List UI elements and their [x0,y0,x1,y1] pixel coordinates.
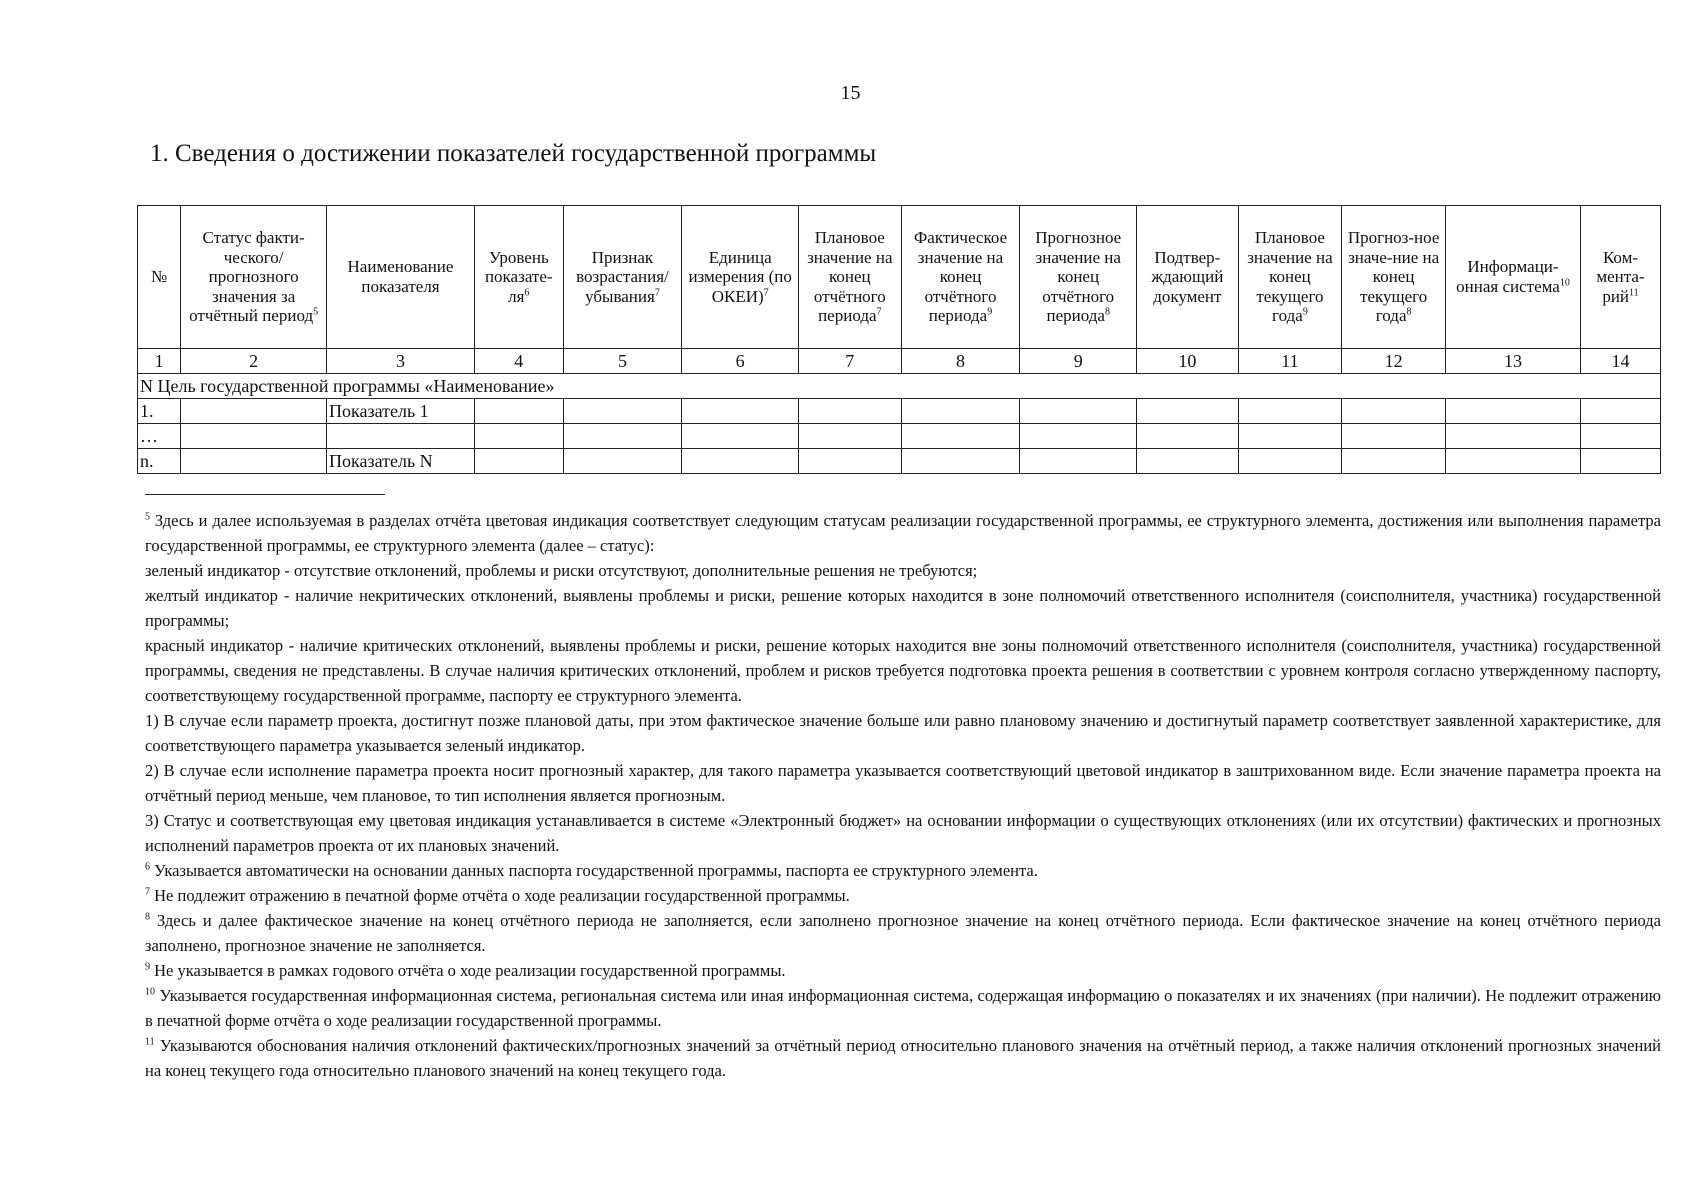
header-cell [901,206,1020,349]
footnote-marker: 11 [145,1036,155,1048]
footnote-ref: 5 [313,306,319,318]
footnote-ref: 8 [1104,306,1110,318]
section-title: 1. Сведения о достижении показателей государственной программы [150,140,877,167]
footnote-marker: 8 [145,911,150,923]
empty-cell [181,449,327,474]
column-number-cell: 12 [1342,349,1446,374]
header-cell [327,206,475,349]
header-text: Прогноз-ное значе-ние на конец текущего года [1347,228,1440,326]
footnote-marker: 9 [145,961,150,973]
column-number-cell: 3 [327,349,475,374]
footnote-text: Не подлежит отражению в печатной форме отчёта о ходе реализации государственной программы. [154,886,850,905]
empty-cell [1238,449,1342,474]
footnote-marker: 7 [145,886,150,898]
footnote-ref: 11 [1629,287,1639,299]
footnote [145,558,1661,583]
column-number-cell: 6 [682,349,799,374]
footnote-text: Указывается государственная информационная система, региональная система или иная информационная система, содержащая информацию о показателях и их значениях (при наличии). Не подлежит отражению в печатной форме отчёта о ходе реализации государственной программы. [145,986,1662,1030]
empty-cell [563,449,682,474]
header-cell [1020,206,1137,349]
table-row [138,399,1661,424]
header-cell [1137,206,1239,349]
footnote-marker: 6 [145,861,150,873]
header-text: Информаци-онная система [1456,257,1560,296]
empty-cell [181,424,327,449]
footnote-ref: 6 [524,287,530,299]
footnote-text: Здесь и далее используемая в разделах отчёта цветовая индикация соответствует следующим статусам реализации государственной программы, ее структурного элемента, достижения или выполнения параметра государственной программы, ее структурного элемента (далее – статус): [145,511,1661,555]
empty-cell [1445,399,1580,424]
footnote-ref: 9 [987,306,993,318]
header-text: Подтвер-ждающий документ [1151,247,1224,306]
column-number-cell: 9 [1020,349,1137,374]
header-text: Плановое значение на конец текущего года [1247,228,1333,326]
indicators-table [137,205,1661,474]
header-cell [682,206,799,349]
empty-cell [1445,449,1580,474]
goal-row [138,374,1661,399]
empty-cell [1020,399,1137,424]
header-text: Ком-мента-рий [1596,247,1645,306]
empty-cell [901,399,1020,424]
footnote-ref: 7 [654,287,660,299]
empty-cell [682,449,799,474]
footnote [145,908,1661,958]
header-text: Статус факти-ческого/ прогнозного значения за отчётный период [189,228,314,326]
footnote [145,758,1661,808]
footnote [145,708,1661,758]
table-row [138,424,1661,449]
row-number-cell: 1. [138,399,181,424]
footnote-text: желтый индикатор - наличие некритических отклонений, выявлены проблемы и риски, решение которых находится в зоне полномочий ответственного исполнителя (соисполнителя, участника) государственной программы; [145,586,1661,630]
header-cell [474,206,563,349]
footnote [145,808,1661,858]
empty-cell [1137,449,1239,474]
empty-cell [799,424,902,449]
footnote [145,1033,1661,1083]
empty-cell [474,424,563,449]
footnote [145,983,1661,1033]
header-cell [563,206,682,349]
footnote [145,508,1661,558]
empty-cell [474,399,563,424]
indicator-name-cell: Показатель N [327,449,475,474]
header-cell [799,206,902,349]
footnote-divider [145,494,385,495]
column-number-cell: 1 [138,349,181,374]
footnote-ref: 8 [1406,306,1412,318]
header-text: Единица измерения (по ОКЕИ) [688,247,792,306]
footnote-text: 3) Статус и соответствующая ему цветовая индикация устанавливается в системе «Электронный бюджет» на основании информации о существующих отклонениях (или их отсутствии) фактических и прогнозных исполнений параметров проекта от их плановых значений. [145,811,1661,855]
column-number-cell: 14 [1580,349,1660,374]
empty-cell [799,399,902,424]
empty-cell [901,449,1020,474]
indicator-name-cell: Показатель 1 [327,399,475,424]
footnote [145,633,1661,708]
column-number-cell: 4 [474,349,563,374]
header-cell [1342,206,1446,349]
header-cell [181,206,327,349]
column-number-cell: 10 [1137,349,1239,374]
empty-cell [682,424,799,449]
footnote-ref: 7 [763,287,769,299]
empty-cell [1580,399,1660,424]
footnote [145,883,1661,908]
header-text: № [150,267,168,287]
footnote-ref: 10 [1559,277,1570,289]
header-text: Фактическое значение на конец отчётного периода [913,228,1008,326]
empty-cell [1020,449,1137,474]
empty-cell [1342,449,1446,474]
empty-cell [1137,424,1239,449]
footnote-text: Указываются обоснования наличия отклонений фактических/прогнозных значений за отчётный период относительно планового значения на отчётный период, а также наличия отклонений прогнозных значений на конец текущего года относительно планового значений на конец текущего года. [145,1036,1661,1080]
footnote-text: 2) В случае если исполнение параметра проекта носит прогнозный характер, для такого параметра указывается соответствующий цветовой индикатор в заштрихованном виде. Если значение параметра проекта на отчётный период меньше, чем плановое, то тип исполнения является прогнозным. [145,761,1661,805]
column-number-cell: 7 [799,349,902,374]
empty-cell [181,399,327,424]
header-text: Признак возрастания/ убывания [576,247,669,306]
empty-cell [1137,399,1239,424]
empty-cell [1445,424,1580,449]
footnote-text: красный индикатор - наличие критических отклонений, выявлены проблемы и риски, решение которых находится вне зоны полномочий ответственного исполнителя (соисполнителя, участника) государственной программы, сведения не представлены. В случае наличия критических отклонений, проблем и рисков требуется подготовка проекта решения в соответствии с уровнем контроля согласно утвержденному паспорту, соответствующему государственной программе, паспорту ее структурного элемента. [145,636,1661,705]
column-number-cell: 11 [1238,349,1342,374]
empty-cell [1342,399,1446,424]
empty-cell [474,449,563,474]
table-row [138,449,1661,474]
header-row [138,206,1661,349]
column-number-cell: 13 [1445,349,1580,374]
empty-cell [1238,399,1342,424]
footnote-ref: 7 [876,306,882,318]
empty-cell [1238,424,1342,449]
page-number: 15 [840,82,861,104]
empty-cell [1020,424,1137,449]
empty-cell [563,424,682,449]
empty-cell [901,424,1020,449]
footnote-text: Указывается автоматически на основании данных паспорта государственной программы, паспорта ее структурного элемента. [154,861,1038,880]
empty-cell [1580,449,1660,474]
footnote-text: Здесь и далее фактическое значение на конец отчётного периода не заполняется, если заполнено прогнозное значение на конец отчётного периода. Если фактическое значение на конец отчётного периода заполнено, прогнозное значение не заполняется. [145,911,1661,955]
empty-cell [799,449,902,474]
column-numbers-row [138,349,1661,374]
row-number-cell: n. [138,449,181,474]
footnote [145,958,1661,983]
column-number-cell: 8 [901,349,1020,374]
header-text: Уровень показате-ля [484,247,553,306]
header-cell [138,206,181,349]
header-cell [1445,206,1580,349]
footnote-marker: 5 [145,511,150,523]
goal-cell: N Цель государственной программы «Наименование» [138,374,1661,399]
footnote [145,858,1661,883]
header-text: Наименование показателя [347,257,454,296]
empty-cell [563,399,682,424]
indicator-name-cell [327,424,475,449]
footnote-text: зеленый индикатор - отсутствие отклонений, проблемы и риски отсутствуют, дополнительные решения не требуются; [145,561,978,580]
footnote-marker: 10 [145,986,155,998]
footnote-text: 1) В случае если параметр проекта, достигнут позже плановой даты, при этом фактическое значение больше или равно плановому значению и достигнутый параметр соответствует заявленной характеристике, для соответствующего параметра указывается зеленый индикатор. [145,711,1661,755]
footnotes [145,508,1661,1083]
empty-cell [1342,424,1446,449]
empty-cell [682,399,799,424]
footnote-text: Не указывается в рамках годового отчёта о ходе реализации государственной программы. [154,961,786,980]
footnote [145,583,1661,633]
column-number-cell: 5 [563,349,682,374]
footnote-ref: 9 [1302,306,1308,318]
header-text: Плановое значение на конец отчётного периода [807,228,893,326]
header-cell [1580,206,1660,349]
header-text: Прогнозное значение на конец отчётного периода [1035,228,1122,326]
column-number-cell: 2 [181,349,327,374]
header-cell [1238,206,1342,349]
row-number-cell: … [138,424,181,449]
empty-cell [1580,424,1660,449]
